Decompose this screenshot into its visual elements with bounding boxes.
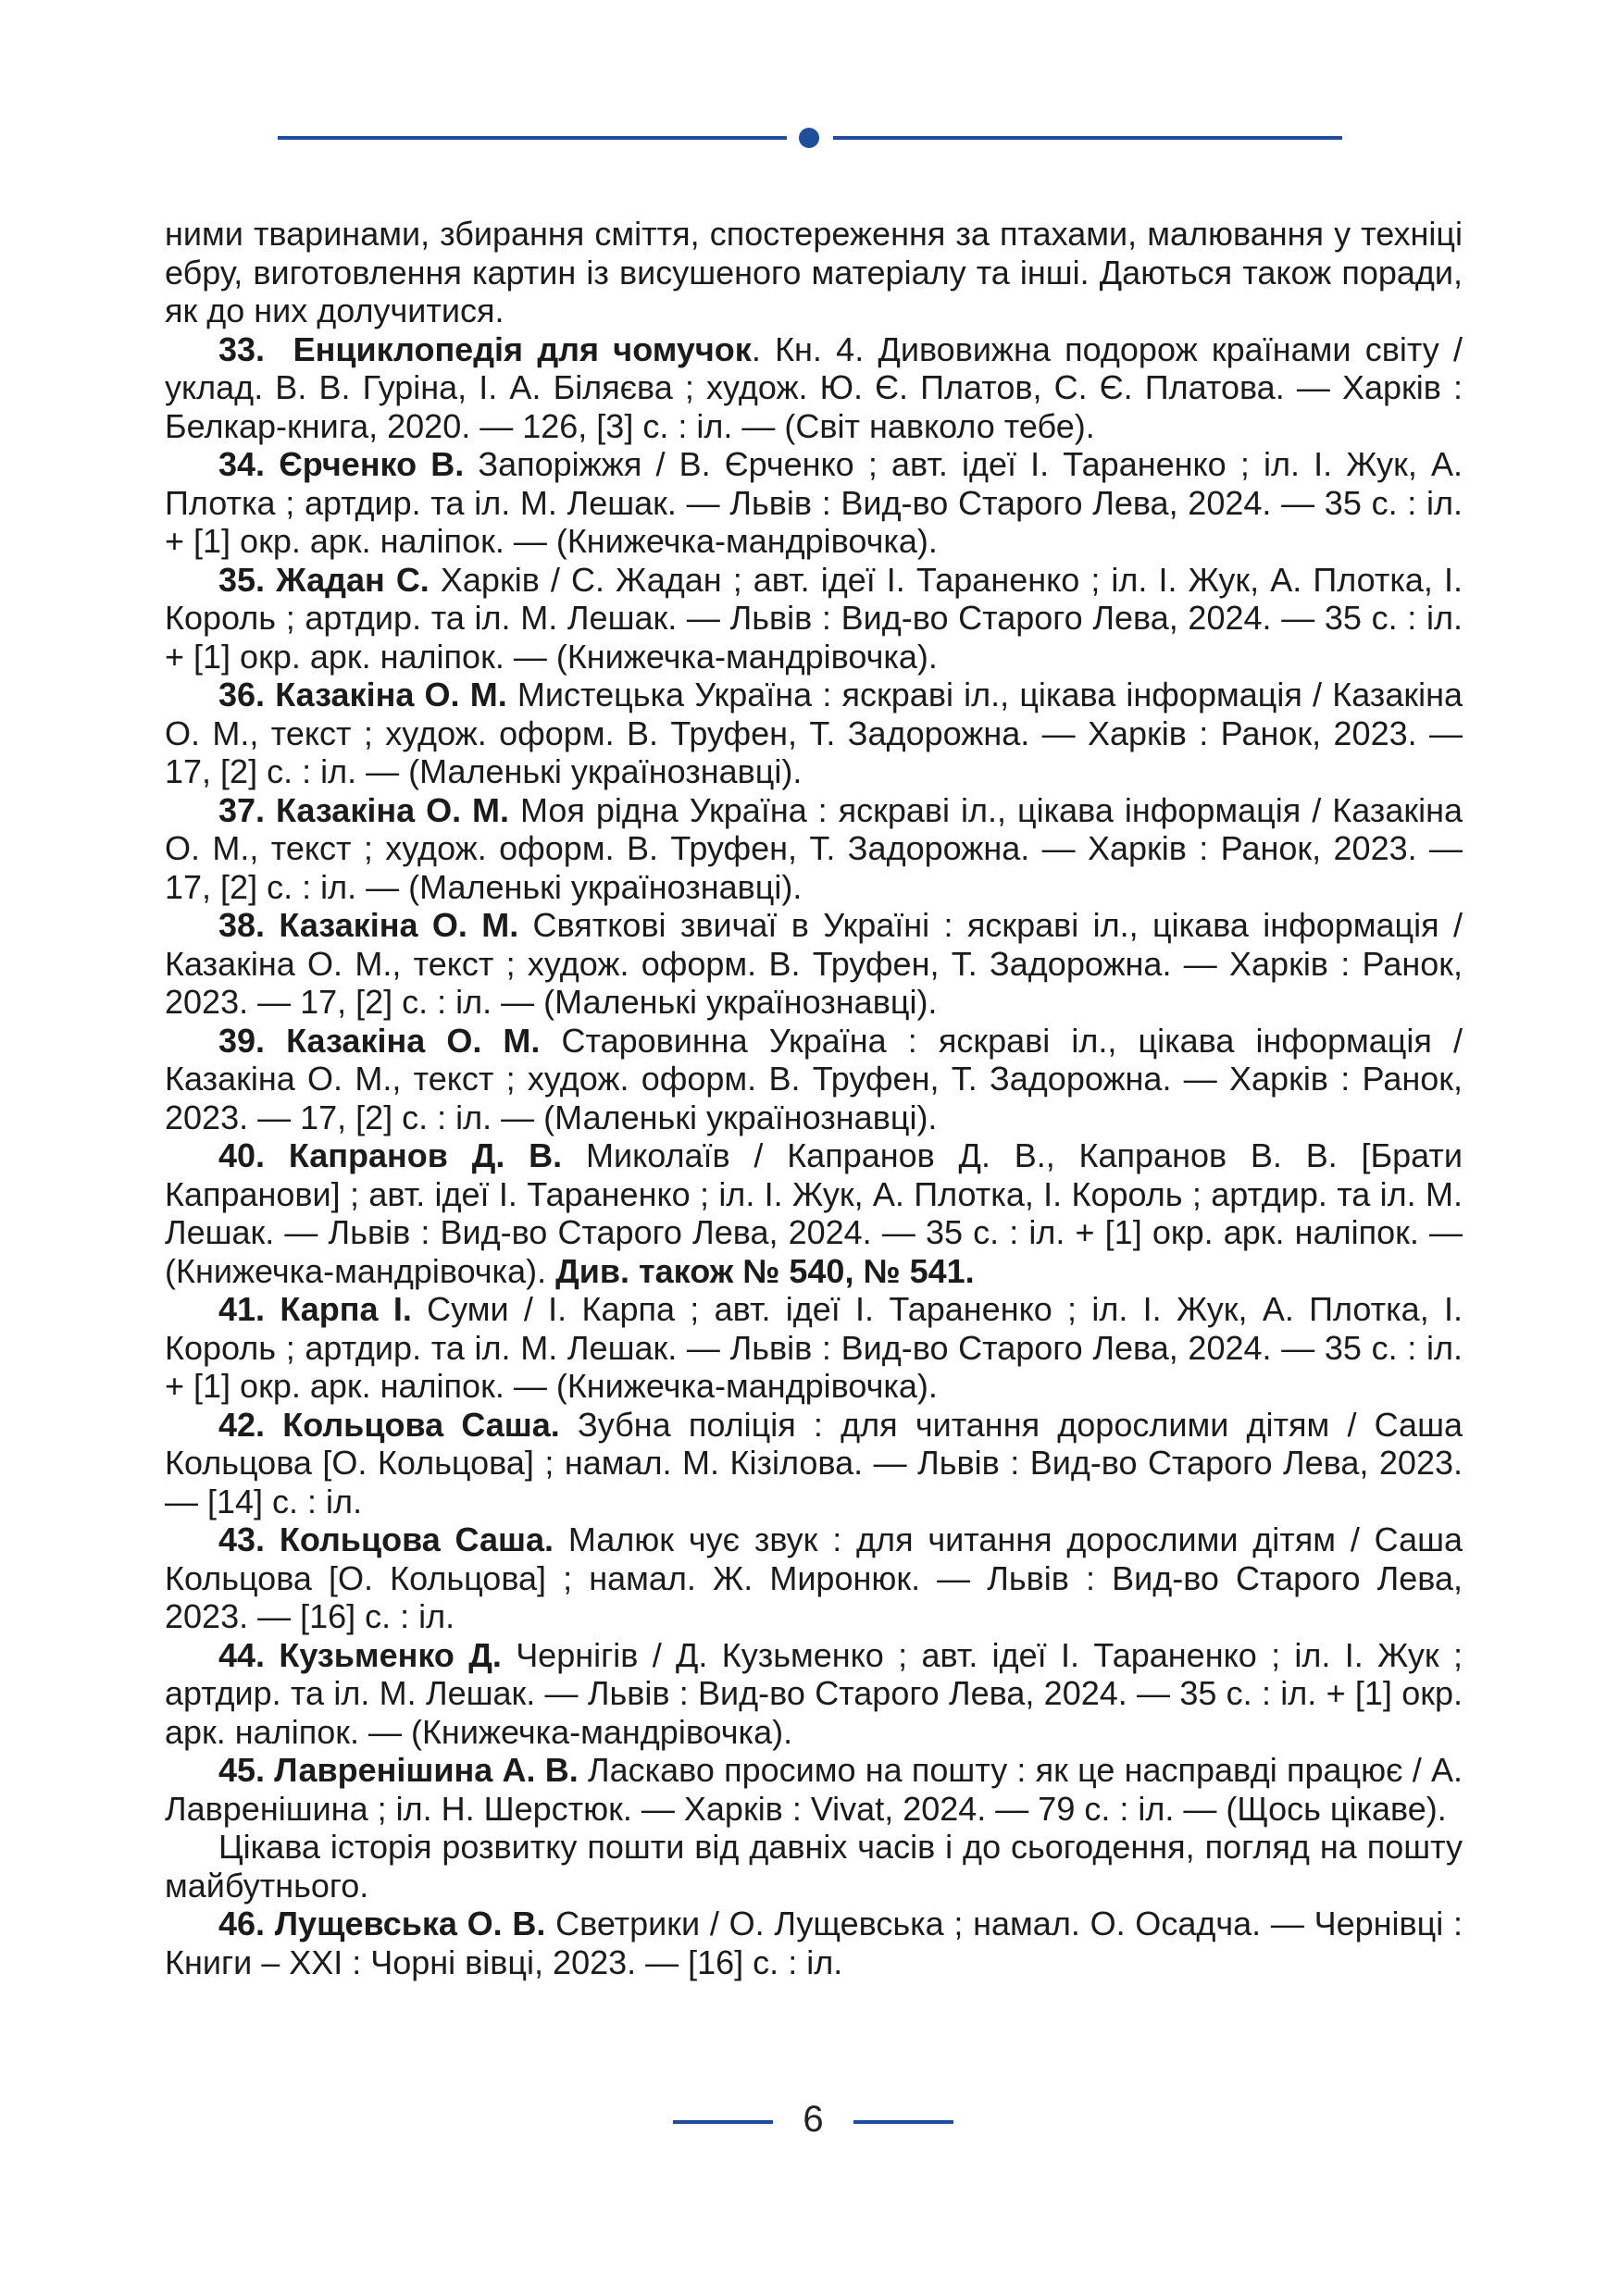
entry-number: 41.	[218, 1290, 266, 1328]
see-also-reference: Див. також № 540, № 541.	[555, 1251, 975, 1290]
entry-number: 34.	[218, 445, 266, 483]
entry-46	[165, 1905, 1463, 1981]
entry-author: Кольцова Саша.	[282, 1405, 560, 1444]
entry-author: Казакіна О. М.	[279, 906, 519, 944]
entry-number: 43.	[218, 1520, 266, 1558]
entry-42	[165, 1406, 1463, 1521]
entry-41	[165, 1290, 1463, 1406]
entry-text: Запоріжжя / В. Єрченко ; авт. ідеї І. Тараненко ; іл. І. Жук, А. Плотка ; артдир. та іл. М. Лешак. — Львів : Вид-во Старого Лева, 2024. — 35 с. : іл. + [1] окр. арк. наліпок. — (Книжечка-мандрівочка).	[165, 445, 1463, 560]
ornament-dot-icon	[799, 128, 819, 148]
entry-39	[165, 1022, 1463, 1137]
entry-number: 45.	[218, 1751, 266, 1789]
ornament-line-left	[278, 136, 787, 140]
entry-author: Казакіна О. М.	[286, 1021, 541, 1060]
entry-author: Жадан С.	[276, 560, 430, 599]
entry-45	[165, 1751, 1463, 1828]
entry-number: 37.	[218, 790, 266, 829]
entry-number: 33.	[218, 329, 266, 368]
entry-number: 44.	[218, 1635, 266, 1674]
entry-text: Зубна поліція : для читання дорослими дітям / Саша Кольцова [О. Кольцова] ; намал. М. Кізілова. — Львів : Вид-во Старого Лева, 2023. — [14] с. : іл.	[165, 1405, 1463, 1520]
footer-line-left	[673, 2120, 773, 2124]
entry-text: Старовинна Україна : яскраві іл., цікава інформація / Казакіна О. М., текст ; худож. оформ. В. Труфен, Т. Задорожна. — Харків : Ранок, 2023. — 17, [2] с. : іл. — (Маленькі українознавці).	[165, 1021, 1463, 1136]
entry-author: Казакіна О. М.	[276, 790, 510, 829]
entry-author: Лущевська О. В.	[274, 1905, 546, 1942]
footer-line-right	[853, 2120, 953, 2124]
ornament-line-right	[833, 136, 1342, 140]
entry-author: Карпа І.	[280, 1290, 412, 1328]
entry-number: 40.	[218, 1136, 266, 1174]
entry-38	[165, 906, 1463, 1022]
entry-40	[165, 1136, 1463, 1290]
entry-36	[165, 676, 1463, 791]
entry-text: Моя рідна Україна : яскраві іл., цікава інформація / Казакіна О. М., текст ; худож. оформ. В. Труфен, Т. Задорожна. — Харків : Ранок, 2023. — 17, [2] с. : іл. — (Маленькі українознавці).	[165, 790, 1463, 906]
entry-35	[165, 561, 1463, 676]
entry-text: Ласкаво просимо на пошту : як це насправді працює / А. Лавренішина ; іл. Н. Шерстюк. — Харків : Vivat, 2024. — 79 с. : іл. — (Щось цікаве).	[165, 1751, 1463, 1828]
entry-author: Лавренішина А. В.	[274, 1751, 579, 1789]
entry-text: Святкові звичаї в Україні : яскраві іл., цікава інформація / Казакіна О. М., текст ; худож. оформ. В. Труфен, Т. Задорожна. — Харків : Ранок, 2023. — 17, [2] с. : іл. — (Маленькі українознавці).	[165, 906, 1463, 1021]
entry-number: 35.	[218, 560, 266, 599]
page-footer	[0, 2096, 1619, 2142]
bibliography-content	[165, 215, 1463, 1981]
entry-number: 39.	[218, 1021, 266, 1060]
entry-author: Кольцова Саша.	[279, 1520, 554, 1558]
entry-text: Малюк чує звук : для читання дорослими дітям / Саша Кольцова [О. Кольцова] ; намал. Ж. Миронюк. — Львів : Вид-во Старого Лева, 2023. — [16] с. : іл.	[165, 1520, 1463, 1635]
page-number: 6	[803, 2099, 824, 2140]
entry-author: Єрченко В.	[279, 445, 465, 483]
entry-number: 36.	[218, 676, 266, 714]
entry-author: Енциклопедія для чомучок	[293, 329, 752, 368]
entry-text: Мистецька Україна : яскраві іл., цікава інформація / Казакіна О. М., текст ; худож. оформ. В. Труфен, Т. Задорожна. — Харків : Ранок, 2023. — 17, [2] с. : іл. — (Маленькі українознавці).	[165, 676, 1463, 790]
entry-33	[165, 330, 1463, 446]
intro-continuation: ними тваринами, збирання сміття, спостереження за птахами, малювання у техніці ебру, виготовлення картин із висушеного матеріалу та інші. Даються також поради, як до них долучитися.	[165, 215, 1463, 329]
entry-34	[165, 445, 1463, 561]
entry-text: Чернігів / Д. Кузьменко ; авт. ідеї І. Тараненко ; іл. І. Жук ; артдир. та іл. М. Лешак. — Львів : Вид-во Старого Лева, 2024. — 35 с. : іл. + [1] окр. арк. наліпок. — (Книжечка-мандрівочка).	[165, 1635, 1463, 1751]
entry-44	[165, 1636, 1463, 1752]
entry-text: . Кн. 4. Дивовижна подорож країнами світу / уклад. В. В. Гуріна, І. А. Біляєва ; худож. Ю. Є. Платов, С. Є. Платова. — Харків : Белкар-книга, 2020. — 126, [3] с. : іл. — (Світ навколо тебе).	[165, 329, 1463, 445]
entry-author: Казакіна О. М.	[275, 676, 507, 714]
entry-text: Харків / С. Жадан ; авт. ідеї І. Тараненко ; іл. І. Жук, А. Плотка, І. Король ; артдир. та іл. М. Лешак. — Львів : Вид-во Старого Лева, 2024. — 35 с. : іл. + [1] окр. арк. наліпок. — (Книжечка-мандрівочка).	[165, 560, 1463, 676]
entry-text: Светрики / О. Лущевська ; намал. О. Осадча. — Чернівці : Книги – ХХІ : Чорні вівці, 2023. — [16] с. : іл.	[165, 1905, 1463, 1981]
entry-37	[165, 791, 1463, 907]
entry-number: 46.	[218, 1905, 266, 1942]
entry-45-annotation: Цікава історія розвитку пошти від давніх часів і до сьогодення, погляд на пошту майбутнього.	[165, 1828, 1463, 1905]
entry-number: 38.	[218, 906, 266, 944]
entry-number: 42.	[218, 1405, 266, 1444]
entry-author: Кузьменко Д.	[279, 1635, 502, 1674]
entry-text: Миколаїв / Капранов Д. В., Капранов В. В. [Брати Капранови] ; авт. ідеї І. Тараненко ; іл. І. Жук, А. Плотка, І. Король ; артдир. та іл. М. Лешак. — Львів : Вид-во Старого Лева, 2024. — 35 с. : іл. + [1] окр. арк. наліпок. — (Книжечка-мандрівочка).	[165, 1136, 1463, 1290]
entry-text: Суми / І. Карпа ; авт. ідеї І. Тараненко ; іл. І. Жук, А. Плотка, І. Король ; артдир. та іл. М. Лешак. — Львів : Вид-во Старого Лева, 2024. — 35 с. : іл. + [1] окр. арк. наліпок. — (Книжечка-мандрівочка).	[165, 1290, 1463, 1405]
entry-43	[165, 1520, 1463, 1636]
entry-author: Капранов Д. В.	[288, 1136, 563, 1174]
top-ornament	[278, 131, 1342, 144]
